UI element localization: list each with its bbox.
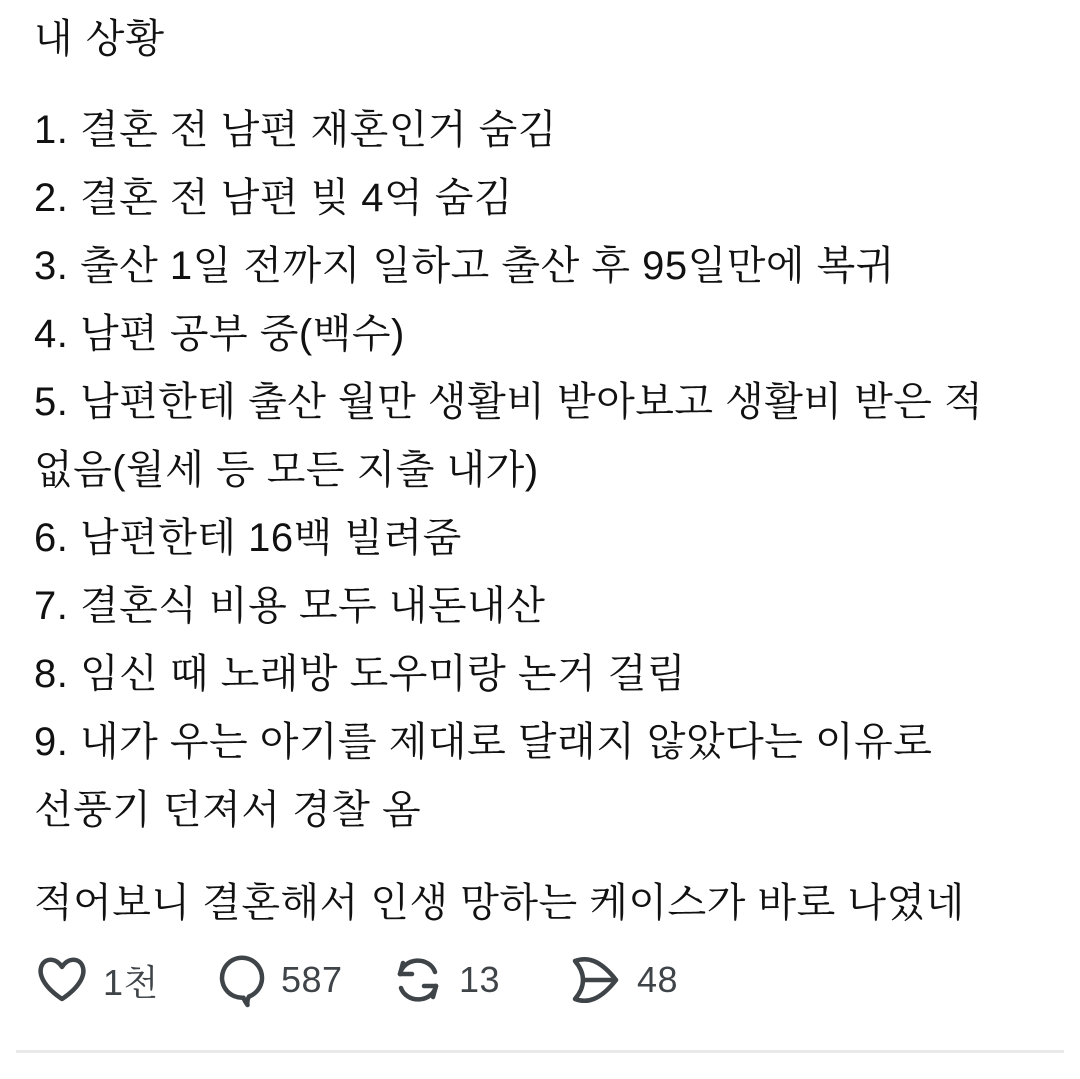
repost-button[interactable] [390, 952, 568, 1008]
post-outro: 적어보니 결혼해서 인생 망하는 케이스가 바로 나였네 [34, 881, 965, 925]
share-icon [568, 952, 624, 1008]
reply-button[interactable] [212, 952, 390, 1008]
repost-icon [390, 952, 446, 1008]
heart-icon [34, 952, 90, 1008]
post-item-5: 5. 남편한테 출산 월만 생활비 받아보고 생활비 받은 적 없음(월세 등 모든 지출 내가) [34, 380, 984, 492]
post-item-2: 2. 결혼 전 남편 빚 4억 숨김 [34, 176, 514, 220]
engagement-bar [34, 952, 746, 1008]
like-button[interactable] [34, 952, 212, 1008]
post-item-8: 8. 임신 때 노래방 도우미랑 논거 걸림 [34, 652, 686, 696]
like-count: 1천 [103, 961, 159, 1003]
repost-count: 13 [459, 959, 501, 1000]
bottom-divider [16, 1050, 1064, 1053]
post-title: 내 상황 [34, 17, 166, 61]
reply-count: 587 [281, 959, 343, 1000]
share-count: 48 [637, 959, 679, 1000]
post-item-9: 9. 내가 우는 아기를 제대로 달래지 않았다는 이유로 선풍기 던져서 경찰 옴 [34, 720, 933, 832]
post-item-7: 7. 결혼식 비용 모두 내돈내산 [34, 584, 546, 628]
share-button[interactable] [568, 952, 746, 1008]
post-item-6: 6. 남편한테 16백 빌려줌 [34, 516, 462, 560]
post-item-list [34, 96, 1050, 844]
post-item-3: 3. 출산 1일 전까지 일하고 출산 후 95일만에 복귀 [34, 244, 895, 288]
post-item-1: 1. 결혼 전 남편 재혼인거 숨김 [34, 108, 557, 152]
post-item-4: 4. 남편 공부 중(백수) [34, 312, 405, 356]
comment-icon [212, 952, 268, 1008]
